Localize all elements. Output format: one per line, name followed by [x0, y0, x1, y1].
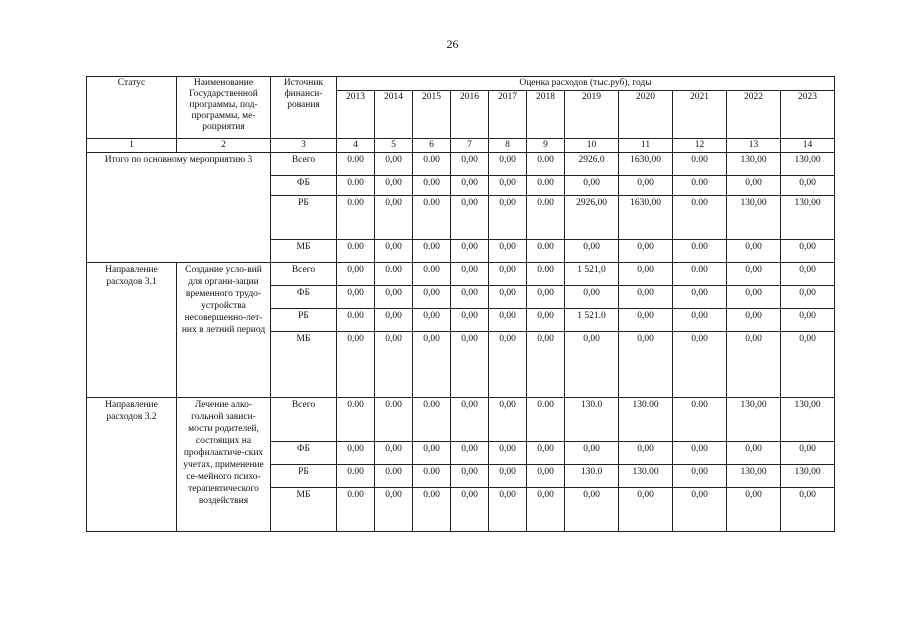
value-cell: 0,00	[451, 465, 489, 488]
value-cell: 0,00	[413, 286, 451, 309]
value-cell: 0,00	[673, 332, 727, 398]
value-cell: 0,00	[527, 309, 565, 332]
value-cell: 0.00	[337, 240, 375, 263]
index-cell: 11	[619, 139, 673, 153]
source-cell: ФБ	[271, 176, 337, 196]
value-cell: 0.00	[527, 176, 565, 196]
value-cell: 0.00	[673, 240, 727, 263]
index-cell: 14	[781, 139, 835, 153]
value-cell: 0,00	[451, 332, 489, 398]
value-cell: 0,00	[565, 332, 619, 398]
value-cell: 1 521.0	[565, 309, 619, 332]
index-cell: 5	[375, 139, 413, 153]
value-cell: 0,00	[727, 240, 781, 263]
value-cell: 0,00	[413, 309, 451, 332]
value-cell: 0,00	[781, 240, 835, 263]
value-cell: 130,00	[781, 153, 835, 176]
value-cell: 0,00	[489, 263, 527, 286]
value-cell: 1630,00	[619, 153, 673, 176]
value-cell: 0,00	[727, 488, 781, 532]
value-cell: 0,00	[375, 196, 413, 240]
header-status: Статус	[87, 77, 177, 139]
value-cell: 0.00	[527, 263, 565, 286]
index-cell: 7	[451, 139, 489, 153]
value-cell: 0.00	[413, 196, 451, 240]
header-row	[87, 77, 835, 91]
value-cell: 0,00	[619, 263, 673, 286]
value-cell: 0,00	[727, 332, 781, 398]
value-cell: 0,00	[375, 332, 413, 398]
value-cell: 0,00	[337, 263, 375, 286]
value-cell: 0,00	[727, 442, 781, 465]
value-cell: 0,00	[565, 286, 619, 309]
value-cell: 0,00	[337, 442, 375, 465]
source-cell: РБ	[271, 309, 337, 332]
section-status: Направление расходов 3.1	[87, 263, 177, 398]
value-cell: 130.00	[619, 465, 673, 488]
value-cell: 0,00	[451, 398, 489, 442]
value-cell: 0,00	[673, 286, 727, 309]
value-cell: 0,00	[565, 240, 619, 263]
year-cell: 2019	[565, 91, 619, 139]
value-cell: 0,00	[451, 176, 489, 196]
table-row	[87, 153, 835, 176]
value-cell: 0,00	[673, 488, 727, 532]
value-cell: 0,00	[673, 309, 727, 332]
section-name: Создание усло-вий для органи-зации временного трудо-устройства несовершенно-лет-них в летний период	[177, 263, 271, 398]
value-cell: 0,00	[781, 442, 835, 465]
value-cell: 0.00	[413, 240, 451, 263]
value-cell: 0,00	[673, 465, 727, 488]
value-cell: 0,00	[565, 442, 619, 465]
value-cell: 0,00	[619, 309, 673, 332]
year-cell: 2018	[527, 91, 565, 139]
source-cell: Всего	[271, 398, 337, 442]
source-cell: РБ	[271, 196, 337, 240]
value-cell: 0.00	[673, 263, 727, 286]
index-cell: 4	[337, 139, 375, 153]
value-cell: 0.00	[413, 176, 451, 196]
section-status: Итого по основному мероприятию 3	[87, 153, 271, 263]
table-row	[87, 398, 835, 442]
value-cell: 0.00	[375, 263, 413, 286]
value-cell: 0,00	[727, 286, 781, 309]
value-cell: 0,00	[413, 442, 451, 465]
value-cell: 0.00	[337, 176, 375, 196]
source-cell: МБ	[271, 488, 337, 532]
value-cell: 0,00	[337, 286, 375, 309]
value-cell: 0.00	[413, 263, 451, 286]
header-name: Наименование Государственной программы, под-программы, ме-роприятия	[177, 77, 271, 139]
value-cell: 0,00	[375, 488, 413, 532]
year-cell: 2021	[673, 91, 727, 139]
value-cell: 130,00	[727, 398, 781, 442]
year-cell: 2016	[451, 91, 489, 139]
index-cell: 1	[87, 139, 177, 153]
value-cell: 0.00	[413, 488, 451, 532]
value-cell: 0,00	[673, 442, 727, 465]
value-cell: 0,00	[451, 263, 489, 286]
value-cell: 0.00	[337, 196, 375, 240]
value-cell: 0.00	[673, 398, 727, 442]
value-cell: 0,00	[337, 332, 375, 398]
value-cell: 0.00	[375, 465, 413, 488]
value-cell: 0,00	[489, 465, 527, 488]
header-source: Источник финанси-рования	[271, 77, 337, 139]
source-cell: РБ	[271, 465, 337, 488]
index-cell: 10	[565, 139, 619, 153]
page-number: 26	[446, 37, 459, 51]
value-cell: 0.00	[413, 465, 451, 488]
index-cell: 12	[673, 139, 727, 153]
value-cell: 0,00	[527, 488, 565, 532]
value-cell: 0,00	[413, 332, 451, 398]
value-cell: 0,00	[489, 176, 527, 196]
value-cell: 0,00	[781, 263, 835, 286]
source-cell: Всего	[271, 153, 337, 176]
value-cell: 1 521,0	[565, 263, 619, 286]
budget-table	[86, 76, 835, 532]
value-cell: 0,00	[619, 488, 673, 532]
value-cell: 0.00	[337, 309, 375, 332]
value-cell: 130,00	[727, 153, 781, 176]
value-cell: 0,00	[527, 286, 565, 309]
value-cell: 0.00	[527, 196, 565, 240]
index-cell: 9	[527, 139, 565, 153]
value-cell: 1630,00	[619, 196, 673, 240]
year-cell: 2020	[619, 91, 673, 139]
value-cell: 0.00	[673, 176, 727, 196]
value-cell: 130,00	[781, 398, 835, 442]
table-row	[87, 263, 835, 286]
value-cell: 0,00	[489, 286, 527, 309]
value-cell: 0,00	[727, 263, 781, 286]
value-cell: 0,00	[727, 309, 781, 332]
value-cell: 0,00	[619, 442, 673, 465]
value-cell: 0,00	[619, 240, 673, 263]
section-name: Лечение алко-гольной зависи-мости родителей, состоящих на профилактиче-ских учетах, применение се-мейного психо-терапевтического воздействия	[177, 398, 271, 532]
value-cell: 0,00	[375, 240, 413, 263]
value-cell: 130,00	[781, 465, 835, 488]
value-cell: 0,00	[375, 442, 413, 465]
value-cell: 0,00	[489, 196, 527, 240]
year-cell: 2017	[489, 91, 527, 139]
value-cell: 0,00	[527, 465, 565, 488]
value-cell: 2926.0	[565, 153, 619, 176]
value-cell: 0,00	[375, 286, 413, 309]
value-cell: 2926,00	[565, 196, 619, 240]
value-cell: 130,00	[781, 196, 835, 240]
year-cell: 2023	[781, 91, 835, 139]
value-cell: 0,00	[489, 240, 527, 263]
value-cell: 0,00	[451, 196, 489, 240]
value-cell: 0,00	[781, 176, 835, 196]
section-status: Направление расходов 3.2	[87, 398, 177, 532]
header-estimate: Оценка расходов (тыс.руб), годы	[337, 77, 835, 91]
value-cell: 0,00	[489, 332, 527, 398]
value-cell: 0,00	[375, 176, 413, 196]
value-cell: 0,00	[781, 332, 835, 398]
value-cell: 0,00	[451, 240, 489, 263]
value-cell: 0.00	[337, 153, 375, 176]
value-cell: 0,00	[489, 309, 527, 332]
value-cell: 0.00	[673, 196, 727, 240]
value-cell: 130.00	[619, 398, 673, 442]
index-cell: 8	[489, 139, 527, 153]
value-cell: 0.00	[337, 398, 375, 442]
source-cell: МБ	[271, 240, 337, 263]
value-cell: 0,00	[727, 176, 781, 196]
value-cell: 0.00	[337, 465, 375, 488]
value-cell: 0,00	[527, 332, 565, 398]
index-cell: 2	[177, 139, 271, 153]
value-cell: 130,00	[727, 465, 781, 488]
value-cell: 130.0	[565, 465, 619, 488]
value-cell: 0,00	[451, 309, 489, 332]
value-cell: 0,00	[489, 488, 527, 532]
year-cell: 2014	[375, 91, 413, 139]
value-cell: 0,00	[451, 286, 489, 309]
value-cell: 0.00	[673, 153, 727, 176]
value-cell: 0.00	[413, 398, 451, 442]
value-cell: 0,00	[489, 398, 527, 442]
value-cell: 0,00	[781, 309, 835, 332]
value-cell: 0.00	[527, 398, 565, 442]
value-cell: 0,00	[375, 153, 413, 176]
column-index-row	[87, 139, 835, 153]
value-cell: 0,00	[619, 332, 673, 398]
value-cell: 0.00	[375, 398, 413, 442]
source-cell: МБ	[271, 332, 337, 398]
value-cell: 0,00	[527, 442, 565, 465]
value-cell: 0,00	[565, 488, 619, 532]
value-cell: 0.00	[527, 153, 565, 176]
value-cell: 0.00	[337, 488, 375, 532]
year-cell: 2015	[413, 91, 451, 139]
value-cell: 0,00	[451, 488, 489, 532]
value-cell: 0.00	[413, 153, 451, 176]
source-cell: Всего	[271, 263, 337, 286]
source-cell: ФБ	[271, 442, 337, 465]
value-cell: 130,00	[727, 196, 781, 240]
value-cell: 0,00	[781, 286, 835, 309]
index-cell: 13	[727, 139, 781, 153]
value-cell: 0,00	[489, 153, 527, 176]
value-cell: 0,00	[489, 442, 527, 465]
year-cell: 2013	[337, 91, 375, 139]
index-cell: 6	[413, 139, 451, 153]
source-cell: ФБ	[271, 286, 337, 309]
index-cell: 3	[271, 139, 337, 153]
value-cell: 0,00	[375, 309, 413, 332]
value-cell: 0,00	[619, 286, 673, 309]
value-cell: 0.00	[527, 240, 565, 263]
value-cell: 0,00	[781, 488, 835, 532]
value-cell: 0,00	[619, 176, 673, 196]
value-cell: 0,00	[451, 153, 489, 176]
value-cell: 0,00	[565, 176, 619, 196]
year-cell: 2022	[727, 91, 781, 139]
value-cell: 130.0	[565, 398, 619, 442]
value-cell: 0,00	[451, 442, 489, 465]
